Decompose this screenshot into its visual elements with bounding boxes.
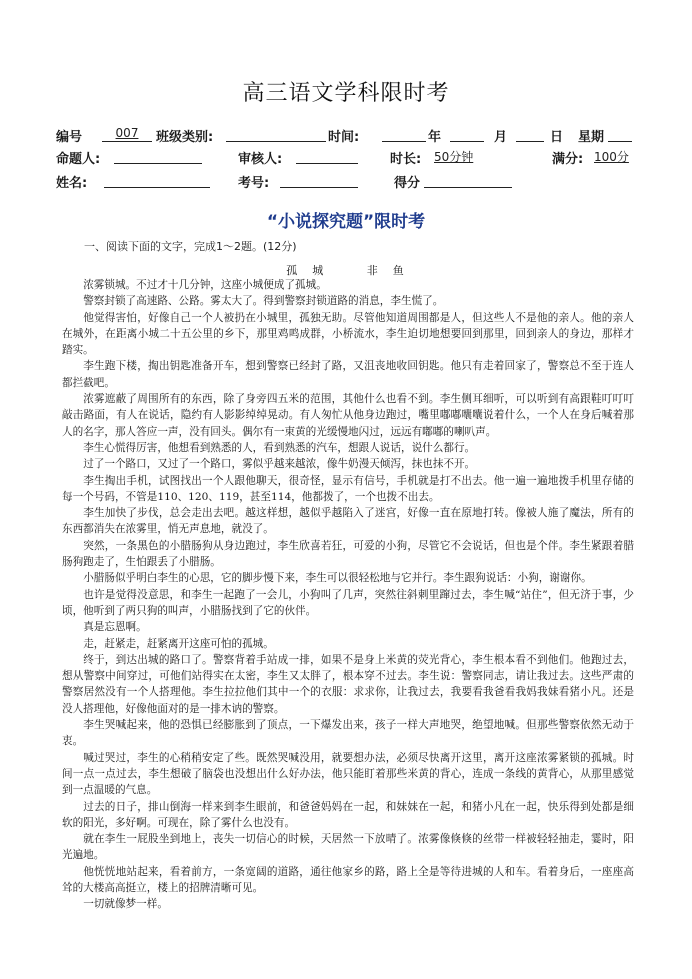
story-paragraph: 他恍恍地站起来，看着前方，一条宽阔的道路，通往他家乡的路，路上全是等待进城的人和车。看着身后，一座座高耸的大楼高高挺立，楼上的招牌清晰可见。 xyxy=(62,865,634,894)
story-paragraph: 浓雾遮蔽了周围所有的东西，除了身旁四五米的范围，其他什么也看不到。李生侧耳细听，可以听到有高跟鞋叮叮叮敲击路面，有人在说话，隐约有人影影绰绰晃动。有人匆忙从他身边跑过，嘴里嘟嘟囔囔说着什么，一个人在身后喊着那人的名字，那人答应一声，没有回头。偶尔有一束黄的光缓慢地闪过，远远有嘟嘟的喇叭声。 xyxy=(62,393,634,438)
section-subtitle: “小说探究题”限时考 xyxy=(266,212,426,232)
time-label: 时间: xyxy=(328,130,360,145)
header-row-code xyxy=(56,126,656,146)
exam-no-field[interactable] xyxy=(280,172,358,188)
day-label: 日 xyxy=(550,130,564,145)
duration-value: 50分钟 xyxy=(434,150,474,164)
story-paragraph: 也许是觉得没意思，和李生一起跑了一会儿，小狗叫了几声，突然往斜刺里蹿过去，李生喊“站住”，但无济于事，少顷，他听到了两只狗的叫声，小腊肠找到了它的伙伴。 xyxy=(62,588,634,617)
class-label: 班级类别: xyxy=(156,130,214,145)
story-author: 非 鱼 xyxy=(366,264,406,277)
reviewer-field[interactable] xyxy=(296,148,358,164)
score-label: 满分: xyxy=(552,152,584,167)
story-paragraph: 李生心慌得厉害，他想看到熟悉的人，看到熟悉的汽车，想跟人说话，说什么都行。 xyxy=(83,441,476,454)
story-paragraph: 就在李生一屁股坐到地上，丧失一切信心的时候，天居然一下放晴了。浓雾像倏倏的丝带一样被轻轻抽走，霎时，阳光遍地。 xyxy=(62,833,634,862)
score-value: 100分 xyxy=(594,150,629,164)
name-field[interactable] xyxy=(104,172,210,188)
story-paragraph: 一切就像梦一样。 xyxy=(83,898,168,911)
story-paragraph: 警察封锁了高速路、公路。雾太大了。得到警察封锁道路的消息，李生慌了。 xyxy=(83,295,444,308)
story-paragraph: 李生加快了步伐，总会走出去吧。越这样想，越似乎越陷入了迷宫，好像一直在原地打转。像被人施了魔法，所有的东西都消失在浓雾里，悄无声息地，就没了。 xyxy=(62,507,634,536)
page-title: 高三语文学科限时考 xyxy=(242,81,450,106)
story-paragraph: 突然，一条黑色的小腊肠狗从身边跑过，李生欣喜若狂，可爱的小狗，尽管它不会说话，但也是个伴。李生紧跟着腊肠狗跑走了，生怕跟丢了小腊肠。 xyxy=(62,539,634,569)
story-paragraph: 李生掏出手机，试图找出一个人跟他聊天，很奇怪，显示有信号，手机就是打不出去。他一遍一遍地拨手机里存储的每一个号码，不管是110、120、119，甚至114，他都拨了，一个也拨不出去。 xyxy=(62,474,634,503)
story-paragraph: 李生跑下楼，掏出钥匙准备开车，想到警察已经封了路，又沮丧地收回钥匙。他只有走着回家了，警察总不至于连人都拦截吧。 xyxy=(62,360,634,389)
day-field[interactable] xyxy=(516,126,544,142)
story-paragraph: 李生哭喊起来，他的恐惧已经膨胀到了顶点，一下爆发出来，孩子一样大声地哭，绝望地喊。但那些警察依然无动于衷。 xyxy=(62,719,634,748)
code-field xyxy=(102,126,152,142)
name-label: 姓名: xyxy=(56,176,88,191)
week-label: 星期 xyxy=(578,130,605,145)
result-field[interactable] xyxy=(424,172,512,188)
story-body xyxy=(62,277,634,913)
story-paragraph: 浓雾锁城。不过才十几分钟，这座小城便成了孤城。 xyxy=(83,279,327,291)
week-field[interactable] xyxy=(608,126,632,142)
story-paragraph: 喊过哭过，李生的心稍稍安定了些。既然哭喊没用，就要想办法，必须尽快离开这里，离开这座浓雾紧锁的孤城。时间一点一点过去，李生想破了脑袋也没想出什么好办法，他只能盯着那些米黄的背心，连成一条线的黄背心，从那里感觉到一点温暖的气息。 xyxy=(62,751,634,797)
story-paragraph: 过了一个路口，又过了一个路口，雾似乎越来越浓，像牛奶漫天倾泻，抹也抹不开。 xyxy=(83,458,476,471)
story-paragraph: 走，赶紧走，赶紧离开这座可怕的孤城。 xyxy=(83,637,274,650)
setter-field[interactable] xyxy=(114,148,202,164)
header-row-setter xyxy=(56,148,656,168)
month-label: 月 xyxy=(494,130,508,145)
section-instruction: 一、阅读下面的文字，完成1～2题。(12分) xyxy=(84,240,297,253)
header-row-name xyxy=(56,172,656,192)
story-heading xyxy=(0,262,692,278)
reviewer-label: 审核人: xyxy=(238,152,283,167)
story-paragraph: 他觉得害怕，好像自己一个人被扔在小城里，孤独无助。尽管他知道周围都是人，但这些人不是他的亲人。他的亲人在城外，在距离小城二十五公里的乡下，那里鸡鸣成群，小桥流水，李生迫切地想要回到那里，回到亲人的身边，那样才踏实。 xyxy=(62,311,634,357)
story-paragraph: 小腊肠似乎明白李生的心思，它的脚步慢下来，李生可以很轻松地与它并行。李生跟狗说话：小狗，谢谢你。 xyxy=(83,572,592,585)
story-title: 孤 城 xyxy=(286,264,326,277)
exam-no-label: 考号: xyxy=(238,176,270,191)
story-paragraph: 终于，到达出城的路口了。警察背着手站成一排，如果不是身上米黄的荧光背心，李生根本看不到他们。他跑过去，想从警察中间穿过，可他们站得实在太密，李生又太胖了，根本穿不过去。李生说：警察同志，请让我过去。这些严肃的警察居然没有一个人搭理他。李生拉拉他们其中一个的衣服：求求你，让我过去，我要看我爸看我妈我妹看猪小凡。还是没人搭理他，好像他面对的是一排木讷的警察。 xyxy=(62,653,634,715)
code-value: 007 xyxy=(115,126,139,140)
story-paragraph: 真是忘恩啊。 xyxy=(83,621,147,634)
year-field[interactable] xyxy=(382,126,426,142)
duration-label: 时长: xyxy=(390,152,422,167)
month-field[interactable] xyxy=(450,126,484,142)
setter-label: 命题人: xyxy=(56,152,101,167)
code-label: 编号 xyxy=(56,130,83,145)
year-label: 年 xyxy=(428,130,442,145)
class-field[interactable] xyxy=(226,126,326,142)
result-label: 得分 xyxy=(394,176,421,191)
story-paragraph: 过去的日子，排山倒海一样来到李生眼前，和爸爸妈妈在一起，和妹妹在一起，和猪小凡在一起，快乐得到处都是细软的阳光，多好啊。可现在，除了雾什么也没有。 xyxy=(62,800,634,829)
